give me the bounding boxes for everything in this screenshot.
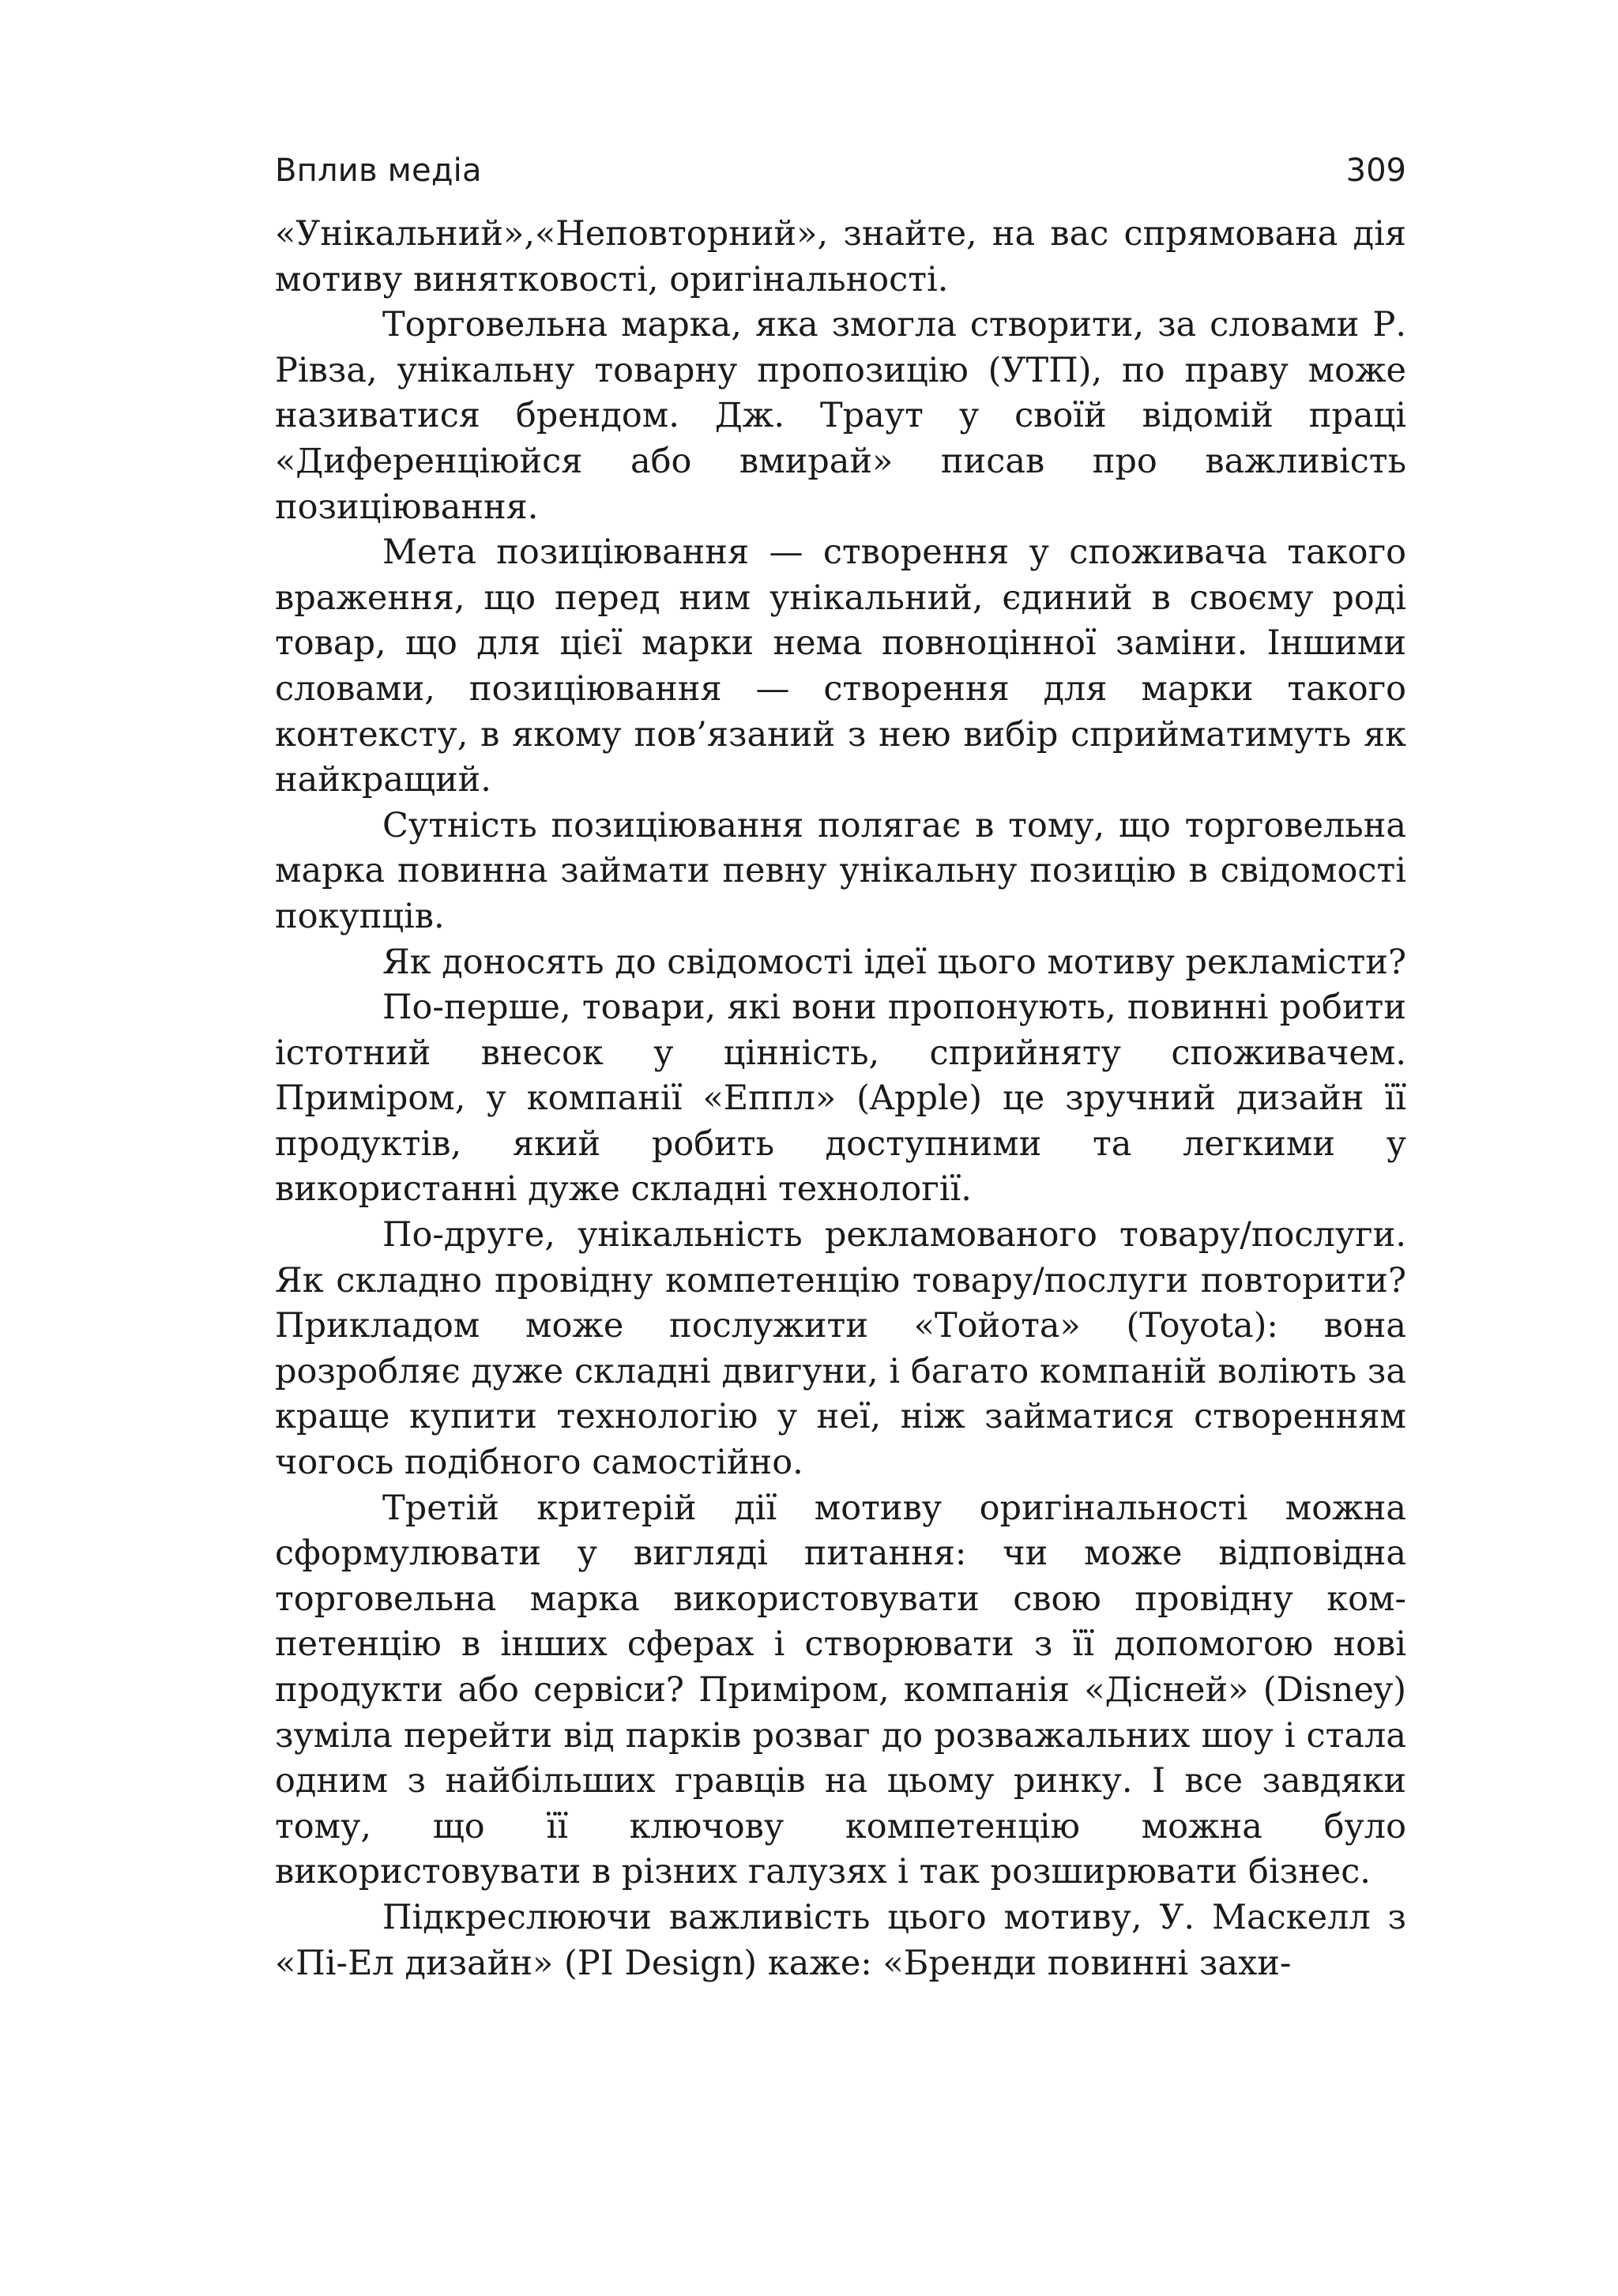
paragraph: Торговельна марка, яка змогла створити, за словами Р. Рівза, унікальну товарну пропозицію (УТП), по праву може називатися брендом. Дж. Траут у своїй відомій праці «Диференціюйся або вмирай» писав про важливість позиціювання. (275, 305, 1406, 527)
paragraph: Сутність позиціювання полягає в тому, що торговельна марка повинна займати певну унікальну позицію в свідомості покупців. (275, 805, 1406, 936)
page-number: 309 (1345, 152, 1406, 189)
paragraph: Як доносять до свідомості ідеї цього мотиву рекламісти? (382, 942, 1407, 982)
running-title: Вплив медіа (275, 152, 482, 189)
paragraph: По-перше, товари, які вони пропонують, повинні робити істотний внесок у цінність, сприйняту споживачем. Приміром, у компанії «Еппл» (Apple) це зручний дизайн її продуктів, який робить доступними та легкими у використанні дуже складні технології. (275, 988, 1406, 1210)
paragraph: Третій критерій дії мотиву оригінальності можна сформулювати у вигляді питання: чи може відповідна торговельна марка використовувати свою провідну компетенцію в інших сферах і створювати з її допомогою нові продукти або сервіси? Приміром, компанія «Дісней» (Disney) зуміла перейти від парків розваг до розважальних шоу і стала одним з найбільших гравців на цьому ринку. І все завдяки тому, що її ключову компетенцію можна було використовувати в різних галузях і так розширювати бізнес. (275, 1488, 1406, 1892)
running-header (275, 147, 1406, 194)
paragraph: Підкреслюючи важливість цього мотиву, У. Маскелл з «Пі-Ел дизайн» (PI Design) каже: «Бренди повинні захи- (275, 1897, 1406, 1983)
paragraph: По-друге, унікальність рекламованого товару/послуги. Як складно провідну компетенцію товару/послуги повторити? Прикладом може послужити «Тойота» (Toyota): вона розробляє дуже складні двигуни, і багато компаній воліють за краще купити технологію у неї, ніж займатися створенням чогось подібного самостійно. (275, 1215, 1406, 1483)
body-text (275, 212, 1406, 1986)
paragraph-continuation: «Унікальний»,«Неповторний», знайте, на вас спрямована дія мотиву винятковості, оригінальності. (275, 214, 1406, 299)
paragraph: Мета позиціювання — створення у споживача такого враження, що перед ним унікальний, єдиний в своєму роді товар, що для цієї марки нема повноцінної заміни. Іншими словами, позиціювання — створення для марки такого контексту, в якому пов’язаний з нею вибір сприйматимуть як найкращий. (275, 533, 1406, 800)
